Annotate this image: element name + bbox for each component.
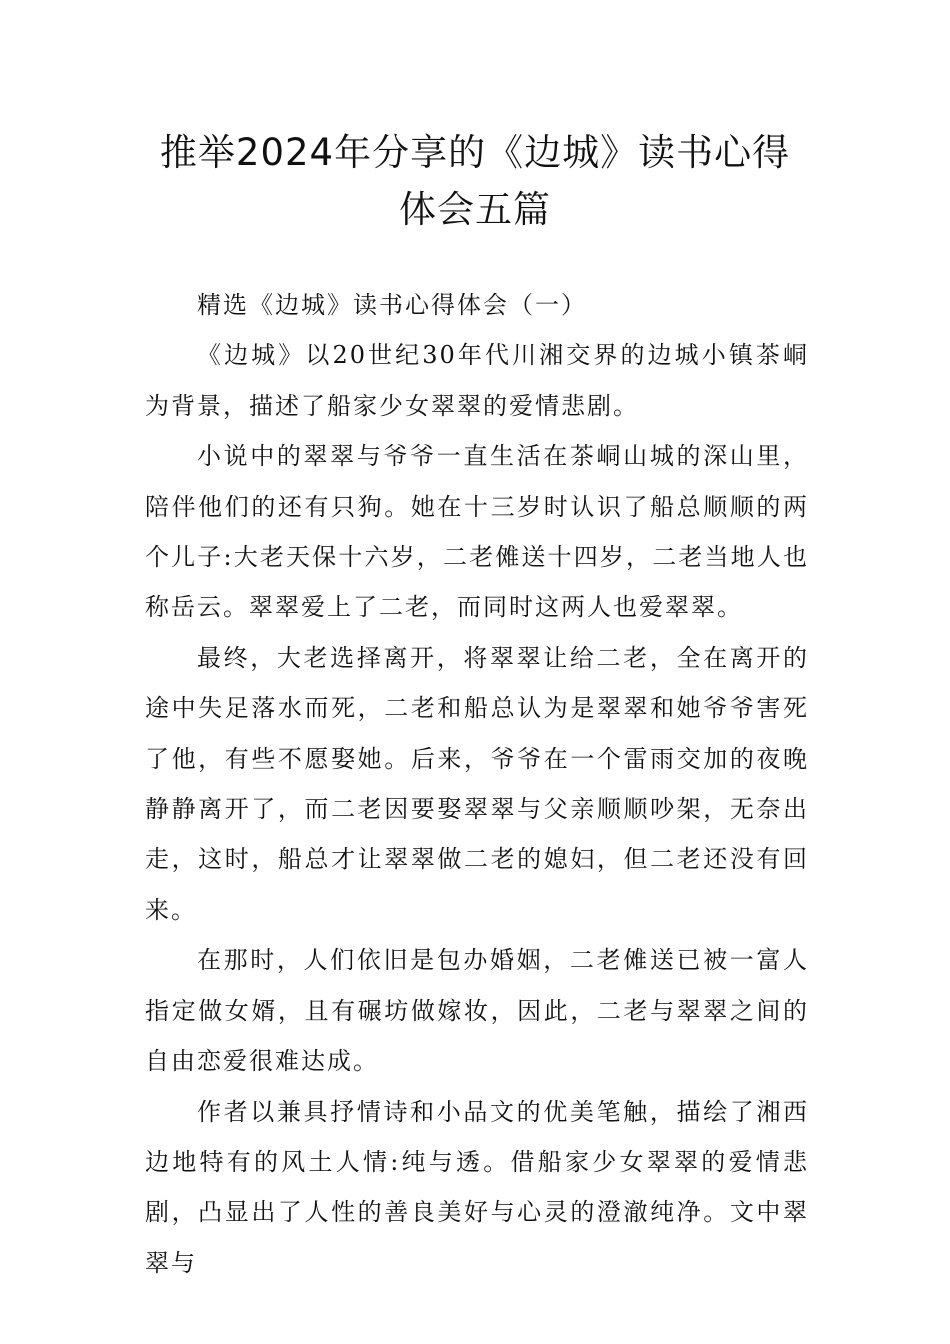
document-body (145, 280, 809, 1288)
paragraph: 最终，大老选择离开，将翠翠让给二老，全在离开的途中失足落水而死，二老和船总认为是翠翠和她爷爷害死了他，有些不愿娶她。后来，爷爷在一个雷雨交加的夜晚静静离开了，而二老因要娶翠翠与父亲顺顺吵架，无奈出走，这时，船总才让翠翠做二老的媳妇，但二老还没有回来。 (145, 643, 809, 924)
paragraph: 小说中的翠翠与爷爷一直生活在茶峒山城的深山里，陪伴他们的还有只狗。她在十三岁时认识了船总顺顺的两个儿子:大老天保十六岁，二老傩送十四岁，二老当地人也称岳云。翠翠爱上了二老，而同时这两人也爱翠翠。 (145, 442, 809, 622)
paragraph: 《边城》以20世纪30年代川湘交界的边城小镇茶峒为背景，描述了船家少女翠翠的爱情悲剧。 (145, 341, 809, 420)
title-line-2: 体会五篇 (399, 188, 551, 231)
paragraph: 在那时，人们依旧是包办婚姻，二老傩送已被一富人指定做女婿，且有碾坊做嫁妆，因此，二老与翠翠之间的自由恋爱很难达成。 (145, 946, 809, 1076)
title-line-1: 推举2024年分享的《边城》读书心得 (159, 131, 791, 174)
paragraph: 作者以兼具抒情诗和小品文的优美笔触，描绘了湘西边地特有的风土人情:纯与透。借船家少女翠翠的爱情悲剧，凸显出了人性的善良美好与心灵的澄澈纯净。文中翠翠与 (145, 1097, 809, 1277)
document-title (145, 124, 805, 238)
section-heading: 精选《边城》读书心得体会（一） (197, 291, 587, 319)
